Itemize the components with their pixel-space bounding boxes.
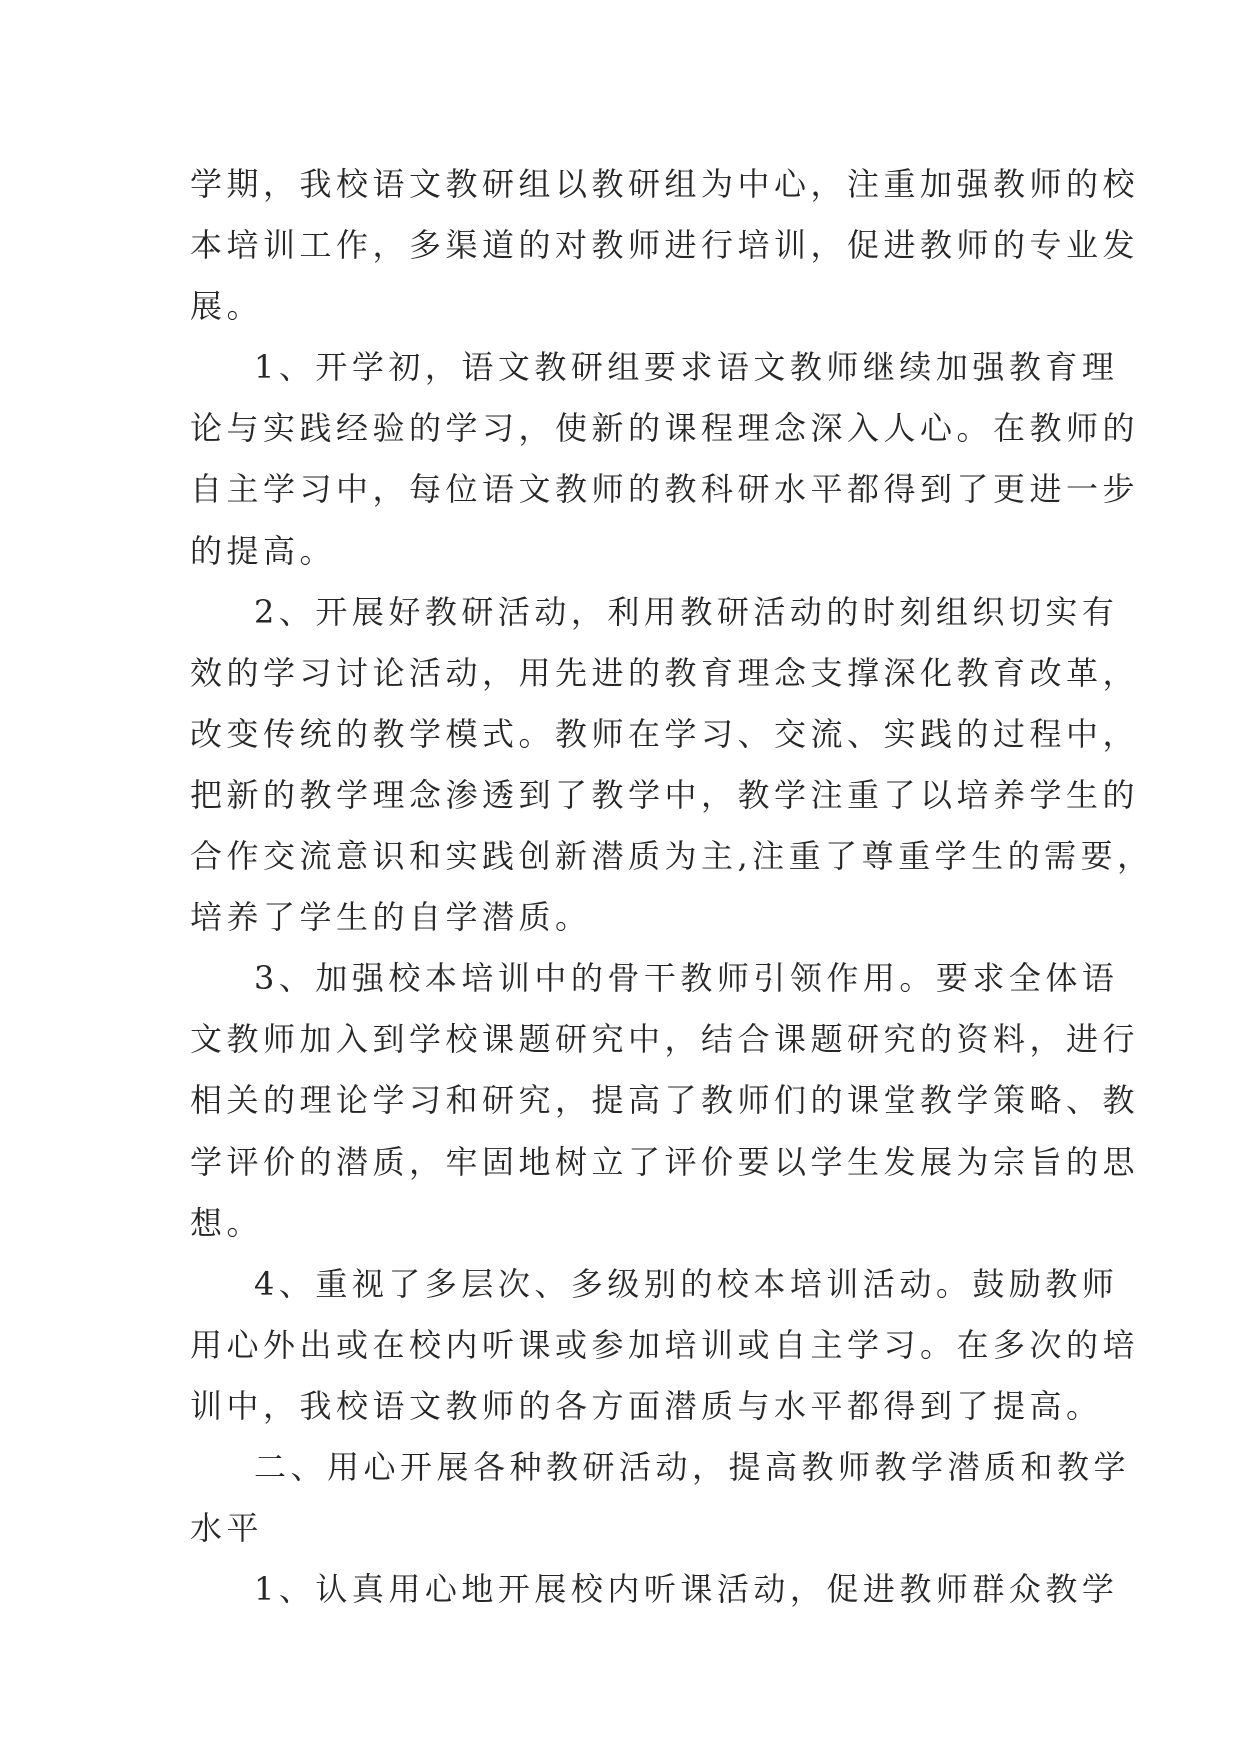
- text-line: 把新的教学理念渗透到了教学中，教学注重了以培养学生的: [190, 775, 1140, 814]
- text-line: 用心外出或在校内听课或参加培训或自主学习。在多次的培: [190, 1325, 1140, 1364]
- text-line: 培养了学生的自学潜质。: [190, 898, 592, 937]
- text-line: 训中，我校语文教师的各方面潜质与水平都得到了提高。: [190, 1386, 1103, 1425]
- text-line: 学评价的潜质，牢固地树立了评价要以学生发展为宗旨的思: [190, 1142, 1140, 1181]
- section-heading-cont: 水平: [190, 1509, 264, 1548]
- text-line: 本培训工作，多渠道的对教师进行培训，促进教师的专业发: [190, 226, 1140, 265]
- text-line: 自主学习中，每位语文教师的教科研水平都得到了更进一步: [190, 470, 1140, 509]
- text-line: 效的学习讨论活动，用先进的教育理念支撑深化教育改革，: [190, 653, 1140, 692]
- text-line: 4、重视了多层次、多级别的校本培训活动。鼓励教师: [254, 1264, 1119, 1303]
- text-line: 论与实践经验的学习，使新的课程理念深入人心。在教师的: [190, 409, 1140, 448]
- text-line: 相关的理论学习和研究，提高了教师们的课堂教学策略、教: [190, 1081, 1140, 1120]
- text-line: 想。: [190, 1203, 264, 1242]
- text-line: 的提高。: [190, 531, 337, 570]
- document-body: [190, 154, 1154, 1620]
- text-line: 文教师加入到学校课题研究中，结合课题研究的资料，进行: [190, 1020, 1140, 1059]
- text-line: 合作交流意识和实践创新潜质为主,注重了尊重学生的需要，: [190, 837, 1154, 876]
- text-line: 1、开学初，语文教研组要求语文教师继续加强教育理: [254, 348, 1119, 387]
- text-line: 1、认真用心地开展校内听课活动，促进教师群众教学: [254, 1570, 1119, 1609]
- section-heading: 二、用心开展各种教研活动，提高教师教学潜质和教学: [254, 1447, 1131, 1486]
- text-line: 学期，我校语文教研组以教研组为中心，注重加强教师的校: [190, 165, 1140, 203]
- text-line: 改变传统的教学模式。教师在学习、交流、实践的过程中，: [190, 714, 1140, 753]
- text-line: 3、加强校本培训中的骨干教师引领作用。要求全体语: [254, 959, 1119, 998]
- text-line: 2、开展好教研活动，利用教研活动的时刻组织切实有: [254, 592, 1119, 631]
- text-line: 展。: [190, 287, 264, 326]
